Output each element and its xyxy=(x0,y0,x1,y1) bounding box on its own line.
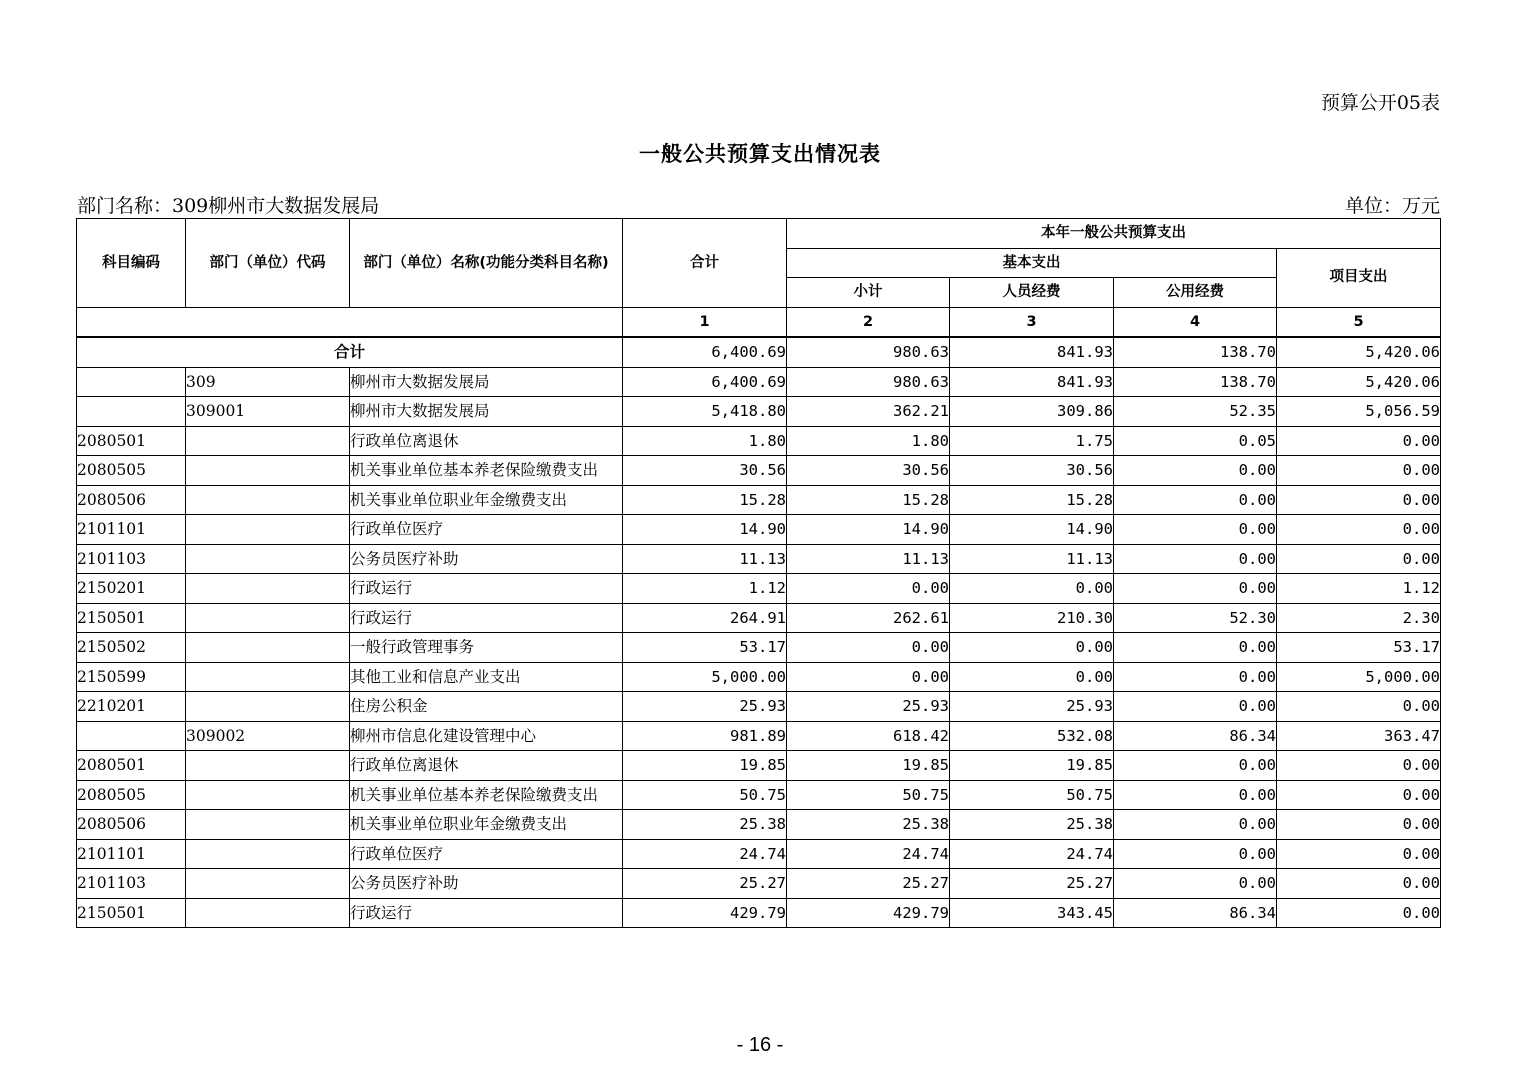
dept-code-cell xyxy=(186,692,350,722)
table-row xyxy=(77,456,1441,486)
amount-cell: 2.30 xyxy=(1277,603,1441,633)
table-body xyxy=(77,337,1441,928)
amount-cell: 1.12 xyxy=(623,574,787,604)
amount-cell: 15.28 xyxy=(623,485,787,515)
header-index-5: 5 xyxy=(1277,307,1441,337)
dept-code-cell xyxy=(186,426,350,456)
dept-code-cell xyxy=(186,485,350,515)
amount-cell: 138.70 xyxy=(1114,367,1277,397)
amount-cell: 14.90 xyxy=(950,515,1114,545)
amount-cell: 25.27 xyxy=(787,869,950,899)
header-group-main: 本年一般公共预算支出 xyxy=(787,219,1441,249)
header-dept-name: 部门（单位）名称(功能分类科目名称) xyxy=(350,219,623,308)
amount-cell: 0.00 xyxy=(787,633,950,663)
amount-cell: 19.85 xyxy=(787,751,950,781)
amount-cell: 15.28 xyxy=(950,485,1114,515)
dept-code-cell xyxy=(186,869,350,899)
dept-code-cell: 309 xyxy=(186,367,350,397)
dept-code-cell xyxy=(186,456,350,486)
amount-cell: 0.00 xyxy=(1277,810,1441,840)
amount-cell: 0.00 xyxy=(1277,426,1441,456)
dept-name-cell: 机关事业单位基本养老保险缴费支出 xyxy=(350,456,623,486)
subject-code-cell xyxy=(77,367,186,397)
dept-name-cell: 柳州市大数据发展局 xyxy=(350,397,623,427)
header-index-4: 4 xyxy=(1114,307,1277,337)
amount-cell: 5,420.06 xyxy=(1277,367,1441,397)
dept-code-cell: 309002 xyxy=(186,721,350,751)
amount-cell: 0.00 xyxy=(1114,633,1277,663)
header-index-blank xyxy=(77,307,623,337)
header-group-basic: 基本支出 xyxy=(787,248,1277,278)
amount-cell: 363.47 xyxy=(1277,721,1441,751)
amount-cell: 0.00 xyxy=(1277,456,1441,486)
amount-cell: 24.74 xyxy=(623,839,787,869)
dept-name-cell: 柳州市信息化建设管理中心 xyxy=(350,721,623,751)
amount-cell: 1.80 xyxy=(787,426,950,456)
amount-cell: 19.85 xyxy=(623,751,787,781)
amount-cell: 0.00 xyxy=(950,633,1114,663)
dept-name-cell: 其他工业和信息产业支出 xyxy=(350,662,623,692)
amount-cell: 0.00 xyxy=(787,574,950,604)
dept-code-cell xyxy=(186,633,350,663)
table-header xyxy=(77,219,1441,338)
table-row xyxy=(77,603,1441,633)
page-number: - 16 - xyxy=(736,1034,784,1056)
amount-cell: 0.05 xyxy=(1114,426,1277,456)
amount-cell: 0.00 xyxy=(1114,692,1277,722)
amount-cell: 362.21 xyxy=(787,397,950,427)
subject-code-cell: 2101103 xyxy=(77,869,186,899)
amount-cell: 0.00 xyxy=(1114,662,1277,692)
amount-cell: 0.00 xyxy=(1277,751,1441,781)
amount-cell: 15.28 xyxy=(787,485,950,515)
header-public: 公用经费 xyxy=(1114,278,1277,308)
subject-code-cell: 2080506 xyxy=(77,810,186,840)
amount-cell: 5,056.59 xyxy=(1277,397,1441,427)
amount-cell: 1.75 xyxy=(950,426,1114,456)
dept-name-cell: 公务员医疗补助 xyxy=(350,869,623,899)
subject-code-cell: 2080505 xyxy=(77,780,186,810)
amount-cell: 25.38 xyxy=(787,810,950,840)
table-row xyxy=(77,751,1441,781)
amount-cell: 24.74 xyxy=(787,839,950,869)
subject-code-cell: 2150502 xyxy=(77,633,186,663)
amount-cell: 0.00 xyxy=(1114,839,1277,869)
subject-code-cell: 2080501 xyxy=(77,426,186,456)
table-row xyxy=(77,662,1441,692)
amount-cell: 0.00 xyxy=(1114,456,1277,486)
subject-code-cell: 2150501 xyxy=(77,898,186,928)
table-row xyxy=(77,810,1441,840)
table-row xyxy=(77,397,1441,427)
table-row xyxy=(77,869,1441,899)
dept-code-cell xyxy=(186,810,350,840)
dept-code-cell xyxy=(186,751,350,781)
amount-cell: 343.45 xyxy=(950,898,1114,928)
amount-cell: 86.34 xyxy=(1114,898,1277,928)
amount-cell: 5,000.00 xyxy=(623,662,787,692)
dept-name-cell: 行政单位医疗 xyxy=(350,839,623,869)
dept-name-cell: 行政运行 xyxy=(350,898,623,928)
amount-cell: 25.38 xyxy=(623,810,787,840)
amount-cell: 0.00 xyxy=(1114,485,1277,515)
dept-name-cell: 行政运行 xyxy=(350,603,623,633)
dept-code-cell xyxy=(186,839,350,869)
amount-cell: 0.00 xyxy=(1114,515,1277,545)
total-row-label: 合计 xyxy=(77,337,623,367)
amount-cell: 50.75 xyxy=(623,780,787,810)
subject-code-cell xyxy=(77,397,186,427)
amount-cell: 6,400.69 xyxy=(623,367,787,397)
header-personnel: 人员经费 xyxy=(950,278,1114,308)
amount-cell: 53.17 xyxy=(623,633,787,663)
amount-cell: 0.00 xyxy=(1114,751,1277,781)
amount-cell: 429.79 xyxy=(787,898,950,928)
total-row xyxy=(77,337,1441,367)
dept-code-cell xyxy=(186,515,350,545)
amount-cell: 0.00 xyxy=(950,574,1114,604)
header-subject-code: 科目编码 xyxy=(77,219,186,308)
amount-cell: 50.75 xyxy=(950,780,1114,810)
amount-cell: 1.80 xyxy=(623,426,787,456)
amount-cell: 25.38 xyxy=(950,810,1114,840)
amount-cell: 0.00 xyxy=(787,662,950,692)
dept-name-cell: 行政运行 xyxy=(350,574,623,604)
amount-cell: 14.90 xyxy=(787,515,950,545)
table-row xyxy=(77,426,1441,456)
amount-cell: 86.34 xyxy=(1114,721,1277,751)
amount-cell: 25.93 xyxy=(787,692,950,722)
amount-cell: 264.91 xyxy=(623,603,787,633)
amount-cell: 262.61 xyxy=(787,603,950,633)
header-project: 项目支出 xyxy=(1277,248,1441,307)
budget-table xyxy=(76,218,1441,928)
table-row xyxy=(77,515,1441,545)
header-subtotal: 小计 xyxy=(787,278,950,308)
amount-cell: 14.90 xyxy=(623,515,787,545)
dept-code-cell xyxy=(186,662,350,692)
amount-cell: 25.27 xyxy=(623,869,787,899)
amount-cell: 52.35 xyxy=(1114,397,1277,427)
amount-cell: 309.86 xyxy=(950,397,1114,427)
dept-code-cell xyxy=(186,544,350,574)
amount-cell: 52.30 xyxy=(1114,603,1277,633)
subject-code-cell: 2150201 xyxy=(77,574,186,604)
total-row-value: 980.63 xyxy=(787,337,950,367)
header-total: 合计 xyxy=(623,219,787,308)
dept-name-cell: 一般行政管理事务 xyxy=(350,633,623,663)
amount-cell: 0.00 xyxy=(1277,869,1441,899)
amount-cell: 11.13 xyxy=(787,544,950,574)
amount-cell: 0.00 xyxy=(1277,692,1441,722)
dept-name-cell: 机关事业单位职业年金缴费支出 xyxy=(350,810,623,840)
dept-name-cell: 住房公积金 xyxy=(350,692,623,722)
total-row-value: 841.93 xyxy=(950,337,1114,367)
amount-cell: 0.00 xyxy=(1114,780,1277,810)
amount-cell: 0.00 xyxy=(1114,810,1277,840)
subject-code-cell: 2080505 xyxy=(77,456,186,486)
amount-cell: 5,000.00 xyxy=(1277,662,1441,692)
amount-cell: 19.85 xyxy=(950,751,1114,781)
amount-cell: 30.56 xyxy=(787,456,950,486)
amount-cell: 1.12 xyxy=(1277,574,1441,604)
table-row xyxy=(77,898,1441,928)
amount-cell: 0.00 xyxy=(1277,485,1441,515)
header-index-2: 2 xyxy=(787,307,950,337)
header-dept-code: 部门（单位）代码 xyxy=(186,219,350,308)
amount-cell: 5,418.80 xyxy=(623,397,787,427)
total-row-value: 6,400.69 xyxy=(623,337,787,367)
amount-cell: 0.00 xyxy=(1277,515,1441,545)
amount-cell: 0.00 xyxy=(1277,544,1441,574)
amount-cell: 0.00 xyxy=(950,662,1114,692)
table-row xyxy=(77,839,1441,869)
dept-code-cell xyxy=(186,574,350,604)
table-row xyxy=(77,721,1441,751)
amount-cell: 50.75 xyxy=(787,780,950,810)
amount-cell: 24.74 xyxy=(950,839,1114,869)
amount-cell: 11.13 xyxy=(623,544,787,574)
amount-cell: 25.27 xyxy=(950,869,1114,899)
department-label: 部门名称：309柳州市大数据发展局 xyxy=(77,195,380,217)
amount-cell: 25.93 xyxy=(623,692,787,722)
table-row xyxy=(77,780,1441,810)
amount-cell: 0.00 xyxy=(1277,839,1441,869)
subject-code-cell: 2210201 xyxy=(77,692,186,722)
amount-cell: 11.13 xyxy=(950,544,1114,574)
amount-cell: 532.08 xyxy=(950,721,1114,751)
amount-cell: 0.00 xyxy=(1277,898,1441,928)
subject-code-cell: 2150599 xyxy=(77,662,186,692)
subject-code-cell: 2080506 xyxy=(77,485,186,515)
amount-cell: 0.00 xyxy=(1114,544,1277,574)
subject-code-cell: 2150501 xyxy=(77,603,186,633)
dept-name-cell: 机关事业单位职业年金缴费支出 xyxy=(350,485,623,515)
page-title: 一般公共预算支出情况表 xyxy=(639,142,881,166)
subject-code-cell: 2101101 xyxy=(77,839,186,869)
dept-code-cell xyxy=(186,603,350,633)
amount-cell: 981.89 xyxy=(623,721,787,751)
total-row-value: 5,420.06 xyxy=(1277,337,1441,367)
dept-name-cell: 机关事业单位基本养老保险缴费支出 xyxy=(350,780,623,810)
amount-cell: 980.63 xyxy=(787,367,950,397)
dept-code-cell: 309001 xyxy=(186,397,350,427)
table-row xyxy=(77,633,1441,663)
table-row xyxy=(77,544,1441,574)
form-number: 预算公开05表 xyxy=(1320,92,1440,114)
header-index-1: 1 xyxy=(623,307,787,337)
amount-cell: 25.93 xyxy=(950,692,1114,722)
amount-cell: 210.30 xyxy=(950,603,1114,633)
dept-name-cell: 行政单位离退休 xyxy=(350,426,623,456)
amount-cell: 30.56 xyxy=(950,456,1114,486)
total-row-value: 138.70 xyxy=(1114,337,1277,367)
table-row xyxy=(77,367,1441,397)
subject-code-cell: 2101103 xyxy=(77,544,186,574)
subject-code-cell xyxy=(77,721,186,751)
subject-code-cell: 2101101 xyxy=(77,515,186,545)
header-index-3: 3 xyxy=(950,307,1114,337)
table-row xyxy=(77,485,1441,515)
dept-name-cell: 行政单位医疗 xyxy=(350,515,623,545)
amount-cell: 30.56 xyxy=(623,456,787,486)
amount-cell: 53.17 xyxy=(1277,633,1441,663)
dept-name-cell: 公务员医疗补助 xyxy=(350,544,623,574)
table-row xyxy=(77,692,1441,722)
amount-cell: 618.42 xyxy=(787,721,950,751)
subject-code-cell: 2080501 xyxy=(77,751,186,781)
table-row xyxy=(77,574,1441,604)
dept-name-cell: 柳州市大数据发展局 xyxy=(350,367,623,397)
unit-label: 单位：万元 xyxy=(1344,195,1440,217)
amount-cell: 841.93 xyxy=(950,367,1114,397)
dept-code-cell xyxy=(186,898,350,928)
amount-cell: 0.00 xyxy=(1277,780,1441,810)
amount-cell: 0.00 xyxy=(1114,869,1277,899)
amount-cell: 429.79 xyxy=(623,898,787,928)
dept-code-cell xyxy=(186,780,350,810)
dept-name-cell: 行政单位离退休 xyxy=(350,751,623,781)
amount-cell: 0.00 xyxy=(1114,574,1277,604)
